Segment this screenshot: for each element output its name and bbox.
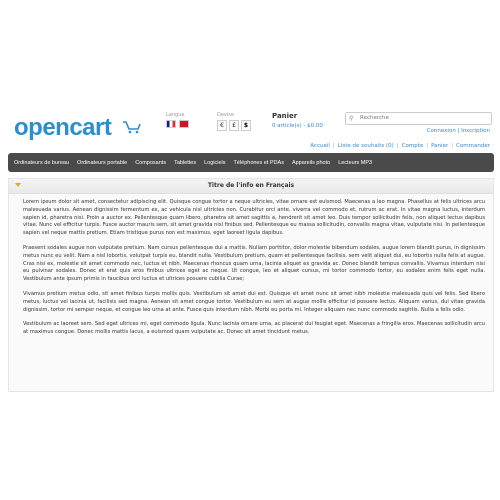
- search-box: [345, 112, 492, 125]
- news-header: [9, 179, 493, 194]
- menu-item-mp3[interactable]: Lecteurs MP3: [338, 159, 373, 166]
- paragraph: Praesent sodales augue non vulputate pretium. Nam cursus pellentesque dui a mattis. Nullam porttitor, dolor molestie bibendum sodales, augue lorem blandit purus, in dignissim metus nunc eu velit. Nam a nisl lobortis, volutpat turpis eu, blandit nulla. Vestibulum pretium, quam et pellentesque facilisis, sem velit aliquet dui, eu lobortis nulla felis at augue. Cras nisi ex, molestie sit amet commodo nec, luctus et nibh. Maecenas rhoncus quam urna, lacinia aliquet ex gravida ac. Donec blandit tempus convallis. Vivamus interdum nisi eu pulvinar sodales. Donec et erat quis eros finibus ultrices eget ac neque. Ut congue, leo et aliquet cursus, mi tortor commodo tortor, eu sodales enim felis eget nulla. Vestibulum ante ipsum primis in faucibus orci luctus et ultrices posuere cubilia Curae;: [23, 244, 485, 283]
- cart-summary[interactable]: 0 article(s) - $0.00: [272, 123, 323, 129]
- english-flag-icon[interactable]: [179, 120, 189, 128]
- news-title: Titre de l'info en Français: [207, 182, 295, 189]
- paragraph: Lorem ipsum dolor sit amet, consectetur adipiscing elit. Quisque congue tortor a neque ultricies, vitae ornare est euismod. Maecenas a leo magna. Phasellus at felis ultrices arcu malesuada varius. Aenean dignissim fermentum ex, ac vehicula nisl ultricies non. Curabitur orci ante, viverra vel commodo et, rutrum ac erat. In vitae magna luctus, interdum sapien id, pharetra nisi. Proin a auctor ex. Pellentesque quam libero, pharetra sit amet sagittis a, hendrerit sit amet leo. Duis tempor sollicitudin felis, non aliquet lectus dapibus vitae. Nunc vel efficitur turpis. Fusce auctor mauris sem, sit amet gravida nisl finibus sed. Pellentesque eu massa sollicitudin, convallis magna vitae, vulputate nisi. In pellentesque sapien vel neque mattis pretium. Etiam tristique purus non est maximus, eget laoreet ligula dapibus.: [23, 199, 485, 237]
- language-selector: [166, 112, 189, 128]
- menu-item-software[interactable]: Logiciels: [204, 159, 226, 166]
- account-links: [427, 128, 490, 134]
- login-separator: |: [457, 128, 460, 134]
- currency-pound-button[interactable]: £: [229, 120, 239, 131]
- login-link[interactable]: Connexion: [426, 128, 456, 134]
- separator: |: [396, 143, 399, 149]
- link-checkout[interactable]: Commander: [456, 143, 490, 149]
- currency-euro-button[interactable]: €: [217, 120, 227, 131]
- search-input[interactable]: [360, 114, 480, 122]
- news-panel: [8, 178, 494, 392]
- category-menu: [8, 153, 494, 172]
- link-wishlist[interactable]: Liste de souhaits (0): [337, 143, 394, 149]
- menu-item-cameras[interactable]: Appareils photo: [291, 159, 331, 166]
- paragraph: Vestibulum ac laoreet sem. Sed eget ultrices mi, eget commodo ligula. Nunc lacinia ornare urna, ac placerat dui feugiat eget. Maecenas a fringilla eros. Maecenas sollicitudin arcu at maximus congue. Donec mollis mattis lacus, a euismod quam vulputate ac. Donec sit amet tincidunt metus.: [23, 321, 485, 336]
- menu-item-desktops[interactable]: Ordinateurs de bureau: [14, 159, 70, 166]
- cart-widget[interactable]: [272, 112, 323, 129]
- link-account[interactable]: Compte: [401, 143, 424, 149]
- cart-title: Panier: [272, 112, 298, 120]
- currency-label: Devise: [217, 112, 234, 118]
- french-flag-icon[interactable]: [166, 120, 176, 128]
- menu-item-laptops[interactable]: Ordinateurs portable: [77, 159, 128, 166]
- separator: |: [426, 143, 429, 149]
- paragraph: Vivamus pretium metus odio, sit amet finibus turpis mollis quis. Vestibulum sit amet dui est. Quisque sit amet nunc sit amet nibh molestie malesuada quis vel felis. Sed libero metus, luctus vel lacinia ut, facilisis sed magna. Aenean sit amet congue tortor. Vestibulum eu sem at augue mollis efficitur id posuere lectus. Aliquam varius, dui vitae gravida dignissim, tortor mi semper neque, et congue leo urna at ante. Fusce quis interdum nibh. Morbi eu porta mi. Integer aliquam nec nunc commodo sagittis. Nulla a felis odio.: [23, 290, 485, 313]
- top-links: [310, 143, 490, 149]
- register-link[interactable]: Inscription: [461, 128, 490, 134]
- link-cart[interactable]: Panier: [431, 143, 449, 149]
- menu-item-components[interactable]: Composants: [135, 159, 167, 166]
- currency-selector: [217, 112, 251, 131]
- link-home[interactable]: Accueil: [310, 143, 330, 149]
- cart-logo-icon: [122, 120, 142, 134]
- search-icon[interactable]: ⚲: [349, 115, 354, 122]
- language-label: Langue: [166, 112, 185, 118]
- menu-item-tablets[interactable]: Tablettes: [174, 159, 197, 166]
- menu-item-phones[interactable]: Téléphones et PDAs: [233, 159, 284, 166]
- separator: |: [332, 143, 335, 149]
- opencart-logo[interactable]: opencart: [14, 114, 112, 141]
- currency-dollar-button[interactable]: $: [241, 120, 251, 131]
- news-body: [23, 199, 485, 344]
- separator: |: [451, 143, 454, 149]
